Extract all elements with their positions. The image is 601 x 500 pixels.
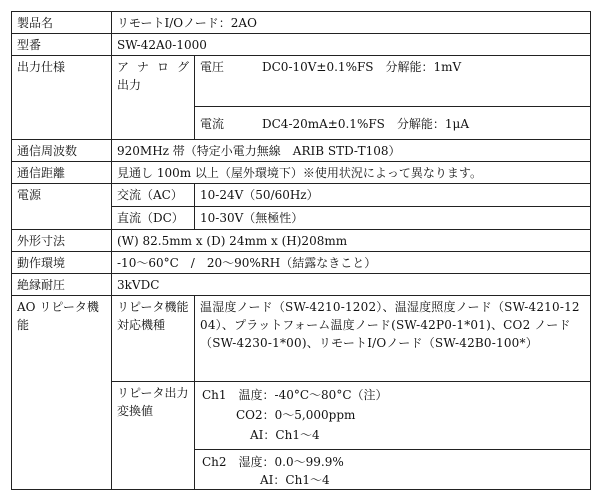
environment-label: 動作環境 — [17, 256, 66, 270]
product-name-value: リモートI/Oノード：2AO — [117, 16, 257, 30]
model-label: 型番 — [17, 38, 42, 52]
ch1-ai-line: AI：Ch1～4 — [250, 428, 320, 442]
environment-value: -10～60°C / 20～90%RH（結露なきこと） — [117, 256, 377, 270]
frequency-label: 通信周波数 — [17, 144, 78, 158]
repeater-conversion-label: リピータ出力変換値 — [117, 386, 189, 418]
voltage-label: 電圧 — [200, 60, 225, 74]
insulation-value: 3kVDC — [117, 278, 160, 292]
power-ac-label: 交流（AC） — [117, 188, 183, 202]
rule — [590, 11, 591, 490]
output-sub-label-line1: アナログ — [117, 60, 189, 74]
output-sub-label-line2: 出力 — [117, 78, 142, 92]
output-label: 出力仕様 — [17, 60, 66, 74]
repeater-supported-label: リピータ機能対応機種 — [117, 300, 189, 332]
current-value: DC4-20mA±0.1%FS 分解能：1μA — [262, 117, 469, 131]
spec-table — [11, 11, 591, 490]
frequency-value: 920MHz 帯（特定小電力無線 ARIB STD-T108） — [117, 144, 401, 158]
product-name-label: 製品名 — [17, 16, 54, 30]
current-label: 電流 — [200, 117, 225, 131]
ch1-temperature-line: Ch1 温度：-40°C～80°C（注） — [202, 388, 388, 402]
distance-value: 見通し 100m 以上（屋外環境下）※使用状況によって異なります。 — [117, 166, 482, 180]
power-ac-value: 10-24V（50/60Hz） — [200, 188, 319, 202]
ch1-block — [195, 382, 590, 449]
ch1-co2-line: CO2：0～5,000ppm — [236, 408, 356, 422]
repeater-supported-value: 温湿度ノード（SW-4210-1202）、温湿度照度ノード（SW-4210-1204）、プラットフォーム温度ノード(SW-42P0-1*01)、CO2 ノード（SW-4230-1*00)、リモートI/Oノード（SW-42B0-100*） — [200, 300, 580, 350]
dimensions-value: (W) 82.5mm x (D) 24mm x (H)208mm — [117, 234, 348, 248]
insulation-label: 絶縁耐圧 — [17, 278, 66, 292]
repeater-label: AO リピータ機能 — [17, 300, 99, 332]
output-sub-label — [112, 56, 194, 139]
power-dc-value: 10-30V（無極性） — [200, 211, 304, 225]
power-label: 電源 — [17, 188, 42, 202]
ch2-humidity-line: Ch2 湿度：0.0～99.9% — [202, 455, 344, 469]
power-dc-label: 直流（DC） — [117, 211, 184, 225]
ch2-block — [195, 450, 590, 489]
voltage-value: DC0-10V±0.1%FS 分解能：1mV — [262, 60, 462, 74]
model-value: SW-42A0-1000 — [117, 38, 207, 52]
dimensions-label: 外形寸法 — [17, 234, 66, 248]
ch2-ai-line: AI：Ch1～4 — [260, 473, 330, 487]
distance-label: 通信距離 — [17, 166, 66, 180]
rule — [11, 489, 591, 490]
